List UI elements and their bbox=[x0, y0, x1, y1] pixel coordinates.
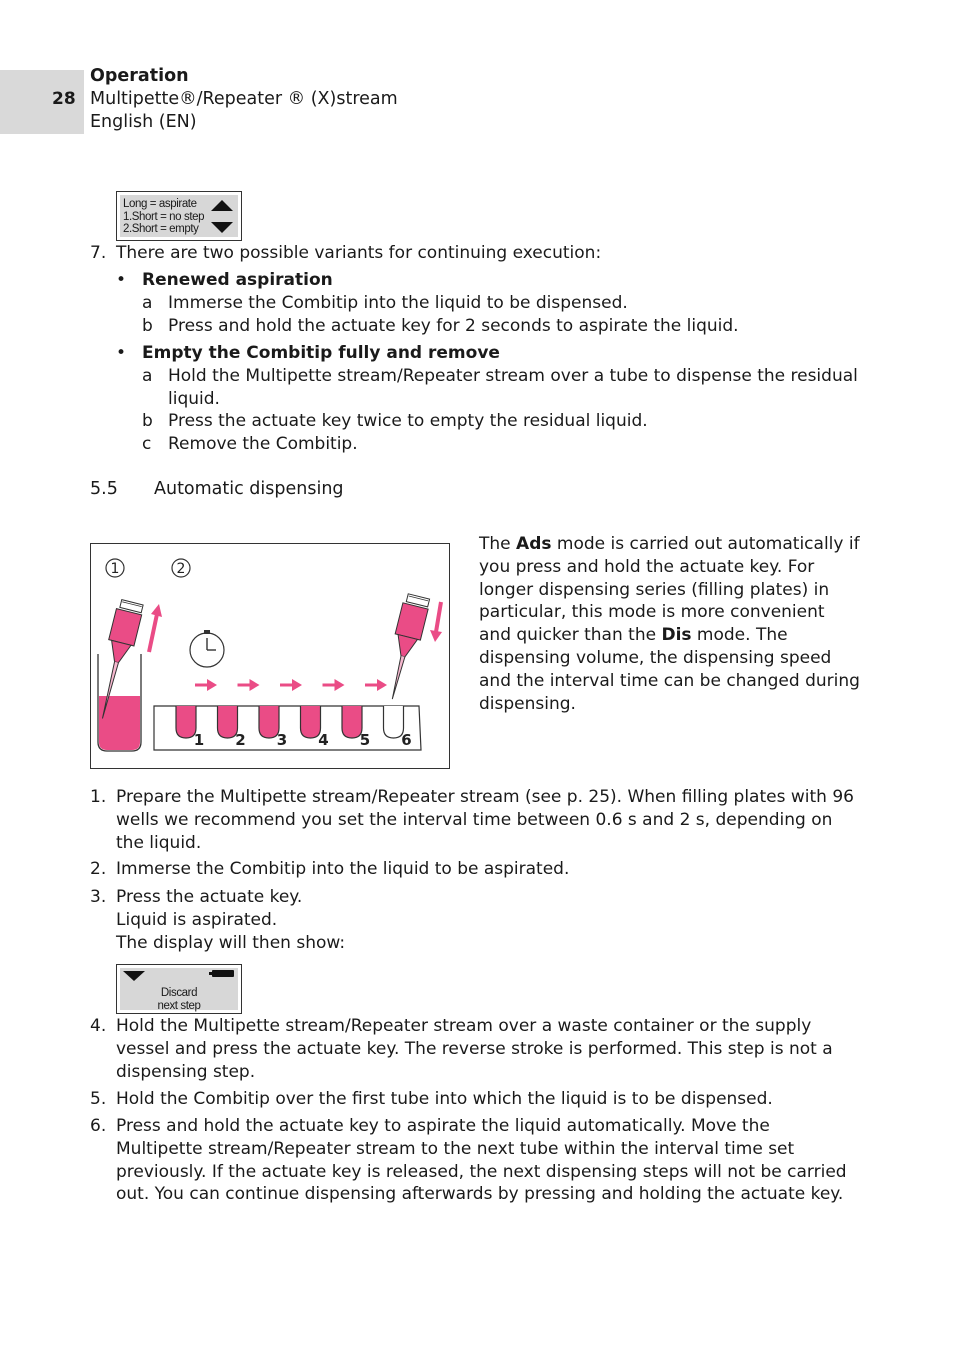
page-number: 28 bbox=[52, 89, 76, 109]
sub-step bbox=[142, 315, 862, 338]
svg-text:1: 1 bbox=[110, 561, 120, 577]
step-result: The display will then show: bbox=[116, 932, 346, 953]
ads-term: Ads bbox=[516, 534, 552, 554]
arrow-right-icon bbox=[238, 679, 260, 691]
arrow-right-icon bbox=[280, 679, 302, 691]
arrow-up-icon bbox=[149, 604, 162, 652]
well-number: 1 bbox=[193, 731, 205, 749]
running-header bbox=[90, 65, 398, 133]
step-number: 5. bbox=[90, 1089, 107, 1109]
header-language: English (EN) bbox=[90, 111, 197, 132]
intro-text: mode is carried out automatically if you press and hold the actuate key. For longer dispensing series (filling plates) in particular, this mode is more convenient and quicker than the bbox=[479, 534, 860, 646]
well-number: 2 bbox=[235, 731, 246, 749]
sub-step bbox=[142, 433, 862, 456]
well-number: 3 bbox=[276, 731, 288, 749]
well-number: 4 bbox=[318, 731, 329, 749]
step-7 bbox=[90, 242, 860, 265]
pipette-icon bbox=[380, 593, 431, 702]
sub-step-letter: b bbox=[142, 316, 153, 336]
display-discard-next-step bbox=[116, 964, 242, 1014]
step-1 bbox=[90, 786, 860, 854]
variant-renewed-aspiration bbox=[116, 269, 860, 292]
step-5 bbox=[90, 1088, 860, 1111]
arrow-right-icon bbox=[323, 679, 345, 691]
step-text: Prepare the Multipette stream/Repeater stream (see p. 25). When filling plates with 96 wells we recommend you set the interval time between 0.6 s and 2 s, depending on the liquid. bbox=[116, 787, 854, 853]
sub-step-text: Remove the Combitip. bbox=[168, 434, 358, 454]
step-number: 1. bbox=[90, 787, 107, 807]
step-text: There are two possible variants for continuing execution: bbox=[116, 243, 602, 263]
intro-text: mode. The dispensing volume, the dispensing speed and the interval time can be changed during dispensing. bbox=[479, 625, 860, 714]
sub-step bbox=[142, 410, 862, 433]
step-number: 3. bbox=[90, 887, 107, 907]
step-result: Liquid is aspirated. bbox=[116, 909, 278, 930]
step-text: Press the actuate key. bbox=[116, 887, 303, 907]
well-number: 5 bbox=[359, 731, 371, 749]
display-line: Long = aspirate bbox=[123, 198, 197, 210]
automatic-dispensing-figure bbox=[90, 543, 450, 769]
sub-step-text: Press and hold the actuate key for 2 seconds to aspirate the liquid. bbox=[168, 316, 739, 336]
step-text: Hold the Multipette stream/Repeater stream over a waste container or the supply vessel and press the actuate key. The reverse stroke is performed. This step is not a dispensing step. bbox=[116, 1016, 833, 1082]
display-line: next step bbox=[157, 999, 201, 1012]
header-product: Multipette®/Repeater ® (X)stream bbox=[90, 88, 398, 109]
display-line: 2.Short = empty bbox=[123, 223, 199, 235]
variant-title: Empty the Combitip fully and remove bbox=[142, 343, 500, 363]
display-line: Discard bbox=[160, 987, 198, 999]
step-3 bbox=[90, 886, 860, 954]
arrow-down-icon bbox=[430, 602, 442, 642]
variant-title: Renewed aspiration bbox=[142, 270, 333, 290]
intro-text: The bbox=[479, 534, 517, 554]
dispense-arrows bbox=[195, 679, 387, 691]
header-section: Operation bbox=[90, 66, 189, 86]
section-title: Automatic dispensing bbox=[154, 479, 344, 499]
sub-step-letter: c bbox=[142, 434, 152, 454]
sub-step-text: Hold the Multipette stream/Repeater stream over a tube to dispense the residual liquid. bbox=[168, 366, 858, 409]
bullet: • bbox=[116, 343, 127, 363]
step-6 bbox=[90, 1115, 860, 1206]
step-2 bbox=[90, 858, 860, 881]
sub-step bbox=[142, 292, 862, 315]
callout-2 bbox=[172, 559, 190, 577]
battery-icon bbox=[212, 970, 234, 977]
step-number: 4. bbox=[90, 1016, 107, 1036]
section-heading bbox=[90, 478, 344, 501]
step-4 bbox=[90, 1015, 860, 1083]
arrow-right-icon bbox=[365, 679, 387, 691]
bullet: • bbox=[116, 270, 127, 290]
arrow-up-icon bbox=[211, 200, 233, 211]
step-text: Hold the Combitip over the first tube into which the liquid is to be dispensed. bbox=[116, 1089, 773, 1109]
step-text: Press and hold the actuate key to aspirate the liquid automatically. Move the Multipette stream/Repeater stream to the next tube within the interval time set previously. If the actuate key is released, the next dispensing steps will not be carried out. You can continue dispensing afterwards by pressing and holding the actuate key. bbox=[116, 1116, 847, 1205]
sub-step-text: Immerse the Combitip into the liquid to be dispensed. bbox=[168, 293, 628, 313]
variant-empty-and-remove bbox=[116, 342, 860, 365]
step-number: 2. bbox=[90, 859, 107, 879]
sub-step-letter: a bbox=[142, 293, 153, 313]
sub-step-letter: a bbox=[142, 366, 153, 386]
section-number: 5.5 bbox=[90, 479, 118, 499]
sub-step bbox=[142, 365, 862, 411]
display-line: 1.Short = no step bbox=[123, 210, 205, 223]
arrow-down-icon bbox=[123, 971, 145, 981]
display-aspirate-options bbox=[116, 191, 242, 241]
step-number: 6. bbox=[90, 1116, 107, 1136]
svg-text:2: 2 bbox=[176, 561, 186, 577]
sub-step-letter: b bbox=[142, 411, 153, 431]
step-number: 7. bbox=[90, 243, 107, 263]
arrow-down-icon bbox=[211, 222, 233, 233]
arrow-right-icon bbox=[195, 679, 217, 691]
sub-step-text: Press the actuate key twice to empty the residual liquid. bbox=[168, 411, 648, 431]
step-text: Immerse the Combitip into the liquid to be aspirated. bbox=[116, 859, 570, 879]
beaker-icon bbox=[98, 654, 141, 751]
callout-1 bbox=[106, 559, 124, 577]
dis-term: Dis bbox=[661, 625, 692, 646]
ads-mode-description bbox=[479, 533, 861, 715]
well-number: 6 bbox=[401, 731, 412, 749]
clock-icon bbox=[190, 630, 224, 667]
